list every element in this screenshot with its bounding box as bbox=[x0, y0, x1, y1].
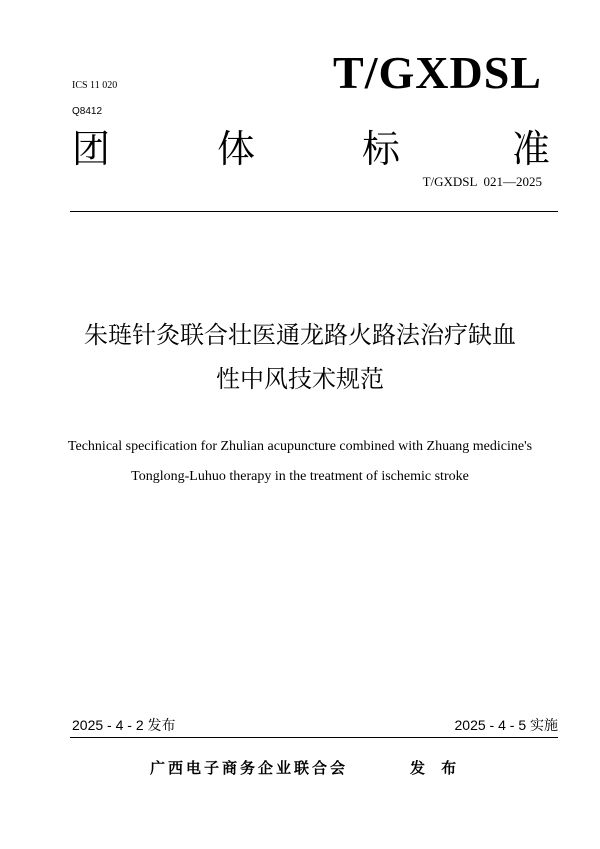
heading-char: 标 bbox=[362, 127, 401, 171]
classification-code: Q8412 bbox=[72, 106, 103, 117]
group-standard-heading bbox=[72, 128, 550, 170]
heading-char: 准 bbox=[511, 127, 550, 171]
heading-char: 体 bbox=[217, 127, 256, 171]
publish-label: 发 布 bbox=[410, 760, 463, 777]
english-title bbox=[40, 432, 560, 492]
chinese-title-line-2: 性中风技术规范 bbox=[216, 365, 384, 393]
implementation-date: 2025 - 4 - 5 实施 bbox=[454, 717, 558, 733]
english-title-line-2: Tonglong-Luhuo therapy in the treatment of ischemic stroke bbox=[131, 469, 469, 484]
english-title-line-1: Technical specification for Zhulian acupuncture combined with Zhuang medicine's bbox=[67, 439, 533, 454]
chinese-title-line-1: 朱琏针灸联合壮医通龙路火路法治疗缺血 bbox=[84, 321, 516, 349]
standard-code: T/GXDSL bbox=[333, 47, 542, 98]
header-divider bbox=[70, 211, 558, 212]
issue-date: 2025 - 4 - 2 发布 bbox=[72, 717, 176, 733]
footer-divider bbox=[70, 737, 558, 738]
chinese-title bbox=[40, 313, 560, 401]
ics-code: ICS 11 020 bbox=[72, 80, 118, 91]
standard-number: T/GXDSL 021—2025 bbox=[422, 174, 542, 189]
publisher-name: 广西电子商务企业联合会 bbox=[150, 760, 349, 777]
heading-char: 团 bbox=[72, 127, 111, 171]
